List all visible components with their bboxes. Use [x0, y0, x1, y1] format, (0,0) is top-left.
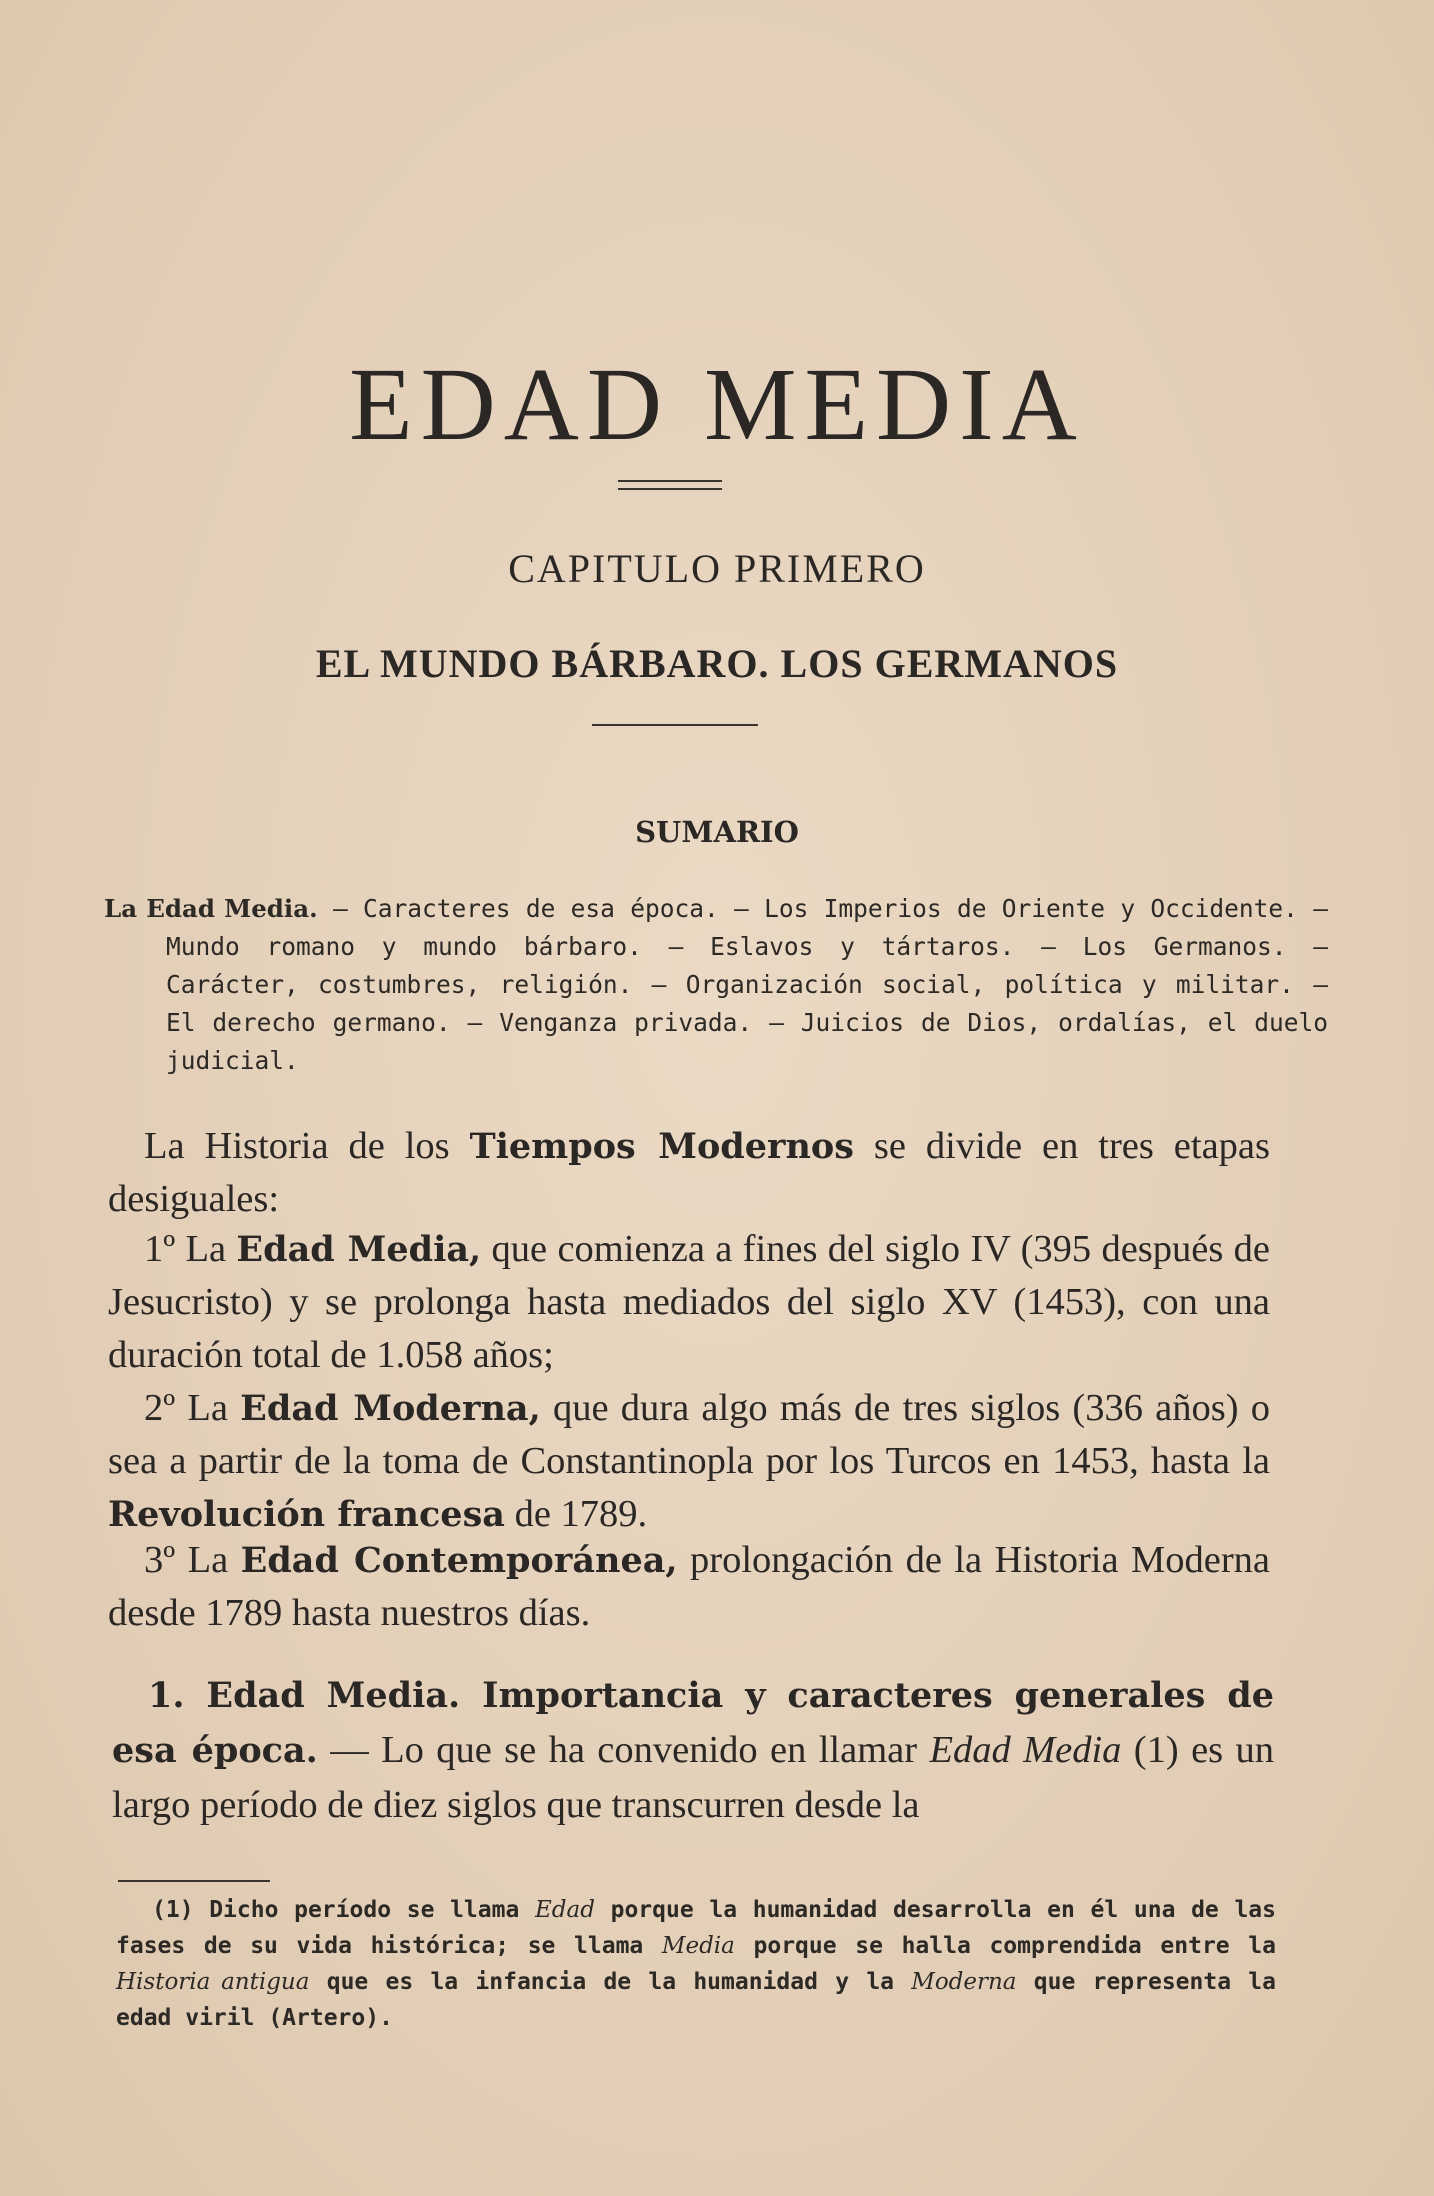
summary-heading: SUMARIO	[635, 815, 799, 849]
italic-term: Moderna	[911, 1969, 1017, 1995]
footnote-rule	[118, 1880, 270, 1882]
bold-term: Edad Contemporánea,	[240, 1540, 678, 1581]
text-run: La Historia de los	[144, 1125, 470, 1167]
italic-term: Media	[661, 1933, 735, 1959]
italic-term: Edad Media	[929, 1729, 1122, 1771]
text-run: que representa la edad viril (Artero).	[116, 1969, 1276, 2031]
chapter-title: EL MUNDO BÁRBARO. LOS GERMANOS	[315, 641, 1119, 686]
text-run: — Lo que se ha convenido en llamar	[317, 1729, 930, 1771]
text-run: se divide en tres etapas desiguales:	[108, 1125, 1270, 1220]
text-run: que comienza a fines del siglo IV (395 después de Jesucristo) y se prolonga hasta mediados del siglo XV (1453), con una duración total de 1.058 años;	[108, 1228, 1271, 1376]
bold-term: Tiempos Modernos	[469, 1126, 854, 1167]
summary-text	[104, 890, 1328, 1080]
list-item-edad-contemporanea	[108, 1534, 1270, 1640]
text-run: prolongación de la Historia Moderna desde 1789 hasta nuestros días.	[108, 1539, 1270, 1634]
rule-divider	[592, 724, 758, 726]
summary-lead: La Edad Media.	[104, 894, 318, 923]
item-number: 3º	[144, 1539, 176, 1581]
item-number: 1º	[144, 1228, 176, 1270]
bold-term: Revolución francesa	[108, 1494, 505, 1535]
section-1-paragraph	[112, 1668, 1274, 1833]
bold-term: Edad Moderna,	[240, 1388, 541, 1429]
text-run: La	[175, 1387, 241, 1429]
chapter-label: CAPITULO PRIMERO	[508, 546, 926, 591]
section-heading: 1. Edad Media. Importancia y caracteres generales de esa época.	[112, 1675, 1274, 1771]
italic-term: Edad	[534, 1897, 595, 1923]
text-run: porque se halla comprendida entre la	[734, 1933, 1276, 1959]
text-run: porque la humanidad desarrolla en él una de las fases de su vida histórica; se llama	[116, 1897, 1276, 1959]
text-run: que dura algo más de tres siglos (336 años) o sea a partir de la toma de Constantinopla por los Turcos en 1453, hasta la	[108, 1387, 1270, 1482]
text-run: es un largo período de diez siglos que transcurren desde la	[112, 1729, 1275, 1826]
text-run: La	[175, 1228, 237, 1270]
text-run: Dicho período se llama	[193, 1897, 535, 1923]
list-item-edad-media	[108, 1223, 1270, 1382]
footnote-marker: (1)	[152, 1897, 194, 1923]
text-run: de 1789.	[504, 1493, 648, 1535]
text-run: La	[175, 1539, 241, 1581]
footnote-reference: (1)	[1121, 1729, 1179, 1771]
double-rule-divider	[618, 480, 722, 490]
footnote	[116, 1892, 1276, 2036]
part-title: EDAD MEDIA	[349, 347, 1085, 462]
summary-body: — Caracteres de esa época. — Los Imperios de Oriente y Occidente. — Mundo romano y mundo bárbaro. — Eslavos y tártaros. — Los Germanos. — Carácter, costumbres, religión. — Organización social, política y militar. — El derecho germano. — Venganza privada. — Juicios de Dios, ordalías, el duelo judicial.	[166, 894, 1328, 1075]
italic-term: Historia antigua	[116, 1969, 310, 1995]
intro-paragraph	[108, 1120, 1270, 1226]
bold-term: Edad Media,	[236, 1229, 482, 1270]
list-item-edad-moderna	[108, 1382, 1270, 1541]
item-number: 2º	[144, 1387, 176, 1429]
text-run: que es la infancia de la humanidad y la	[309, 1969, 912, 1995]
